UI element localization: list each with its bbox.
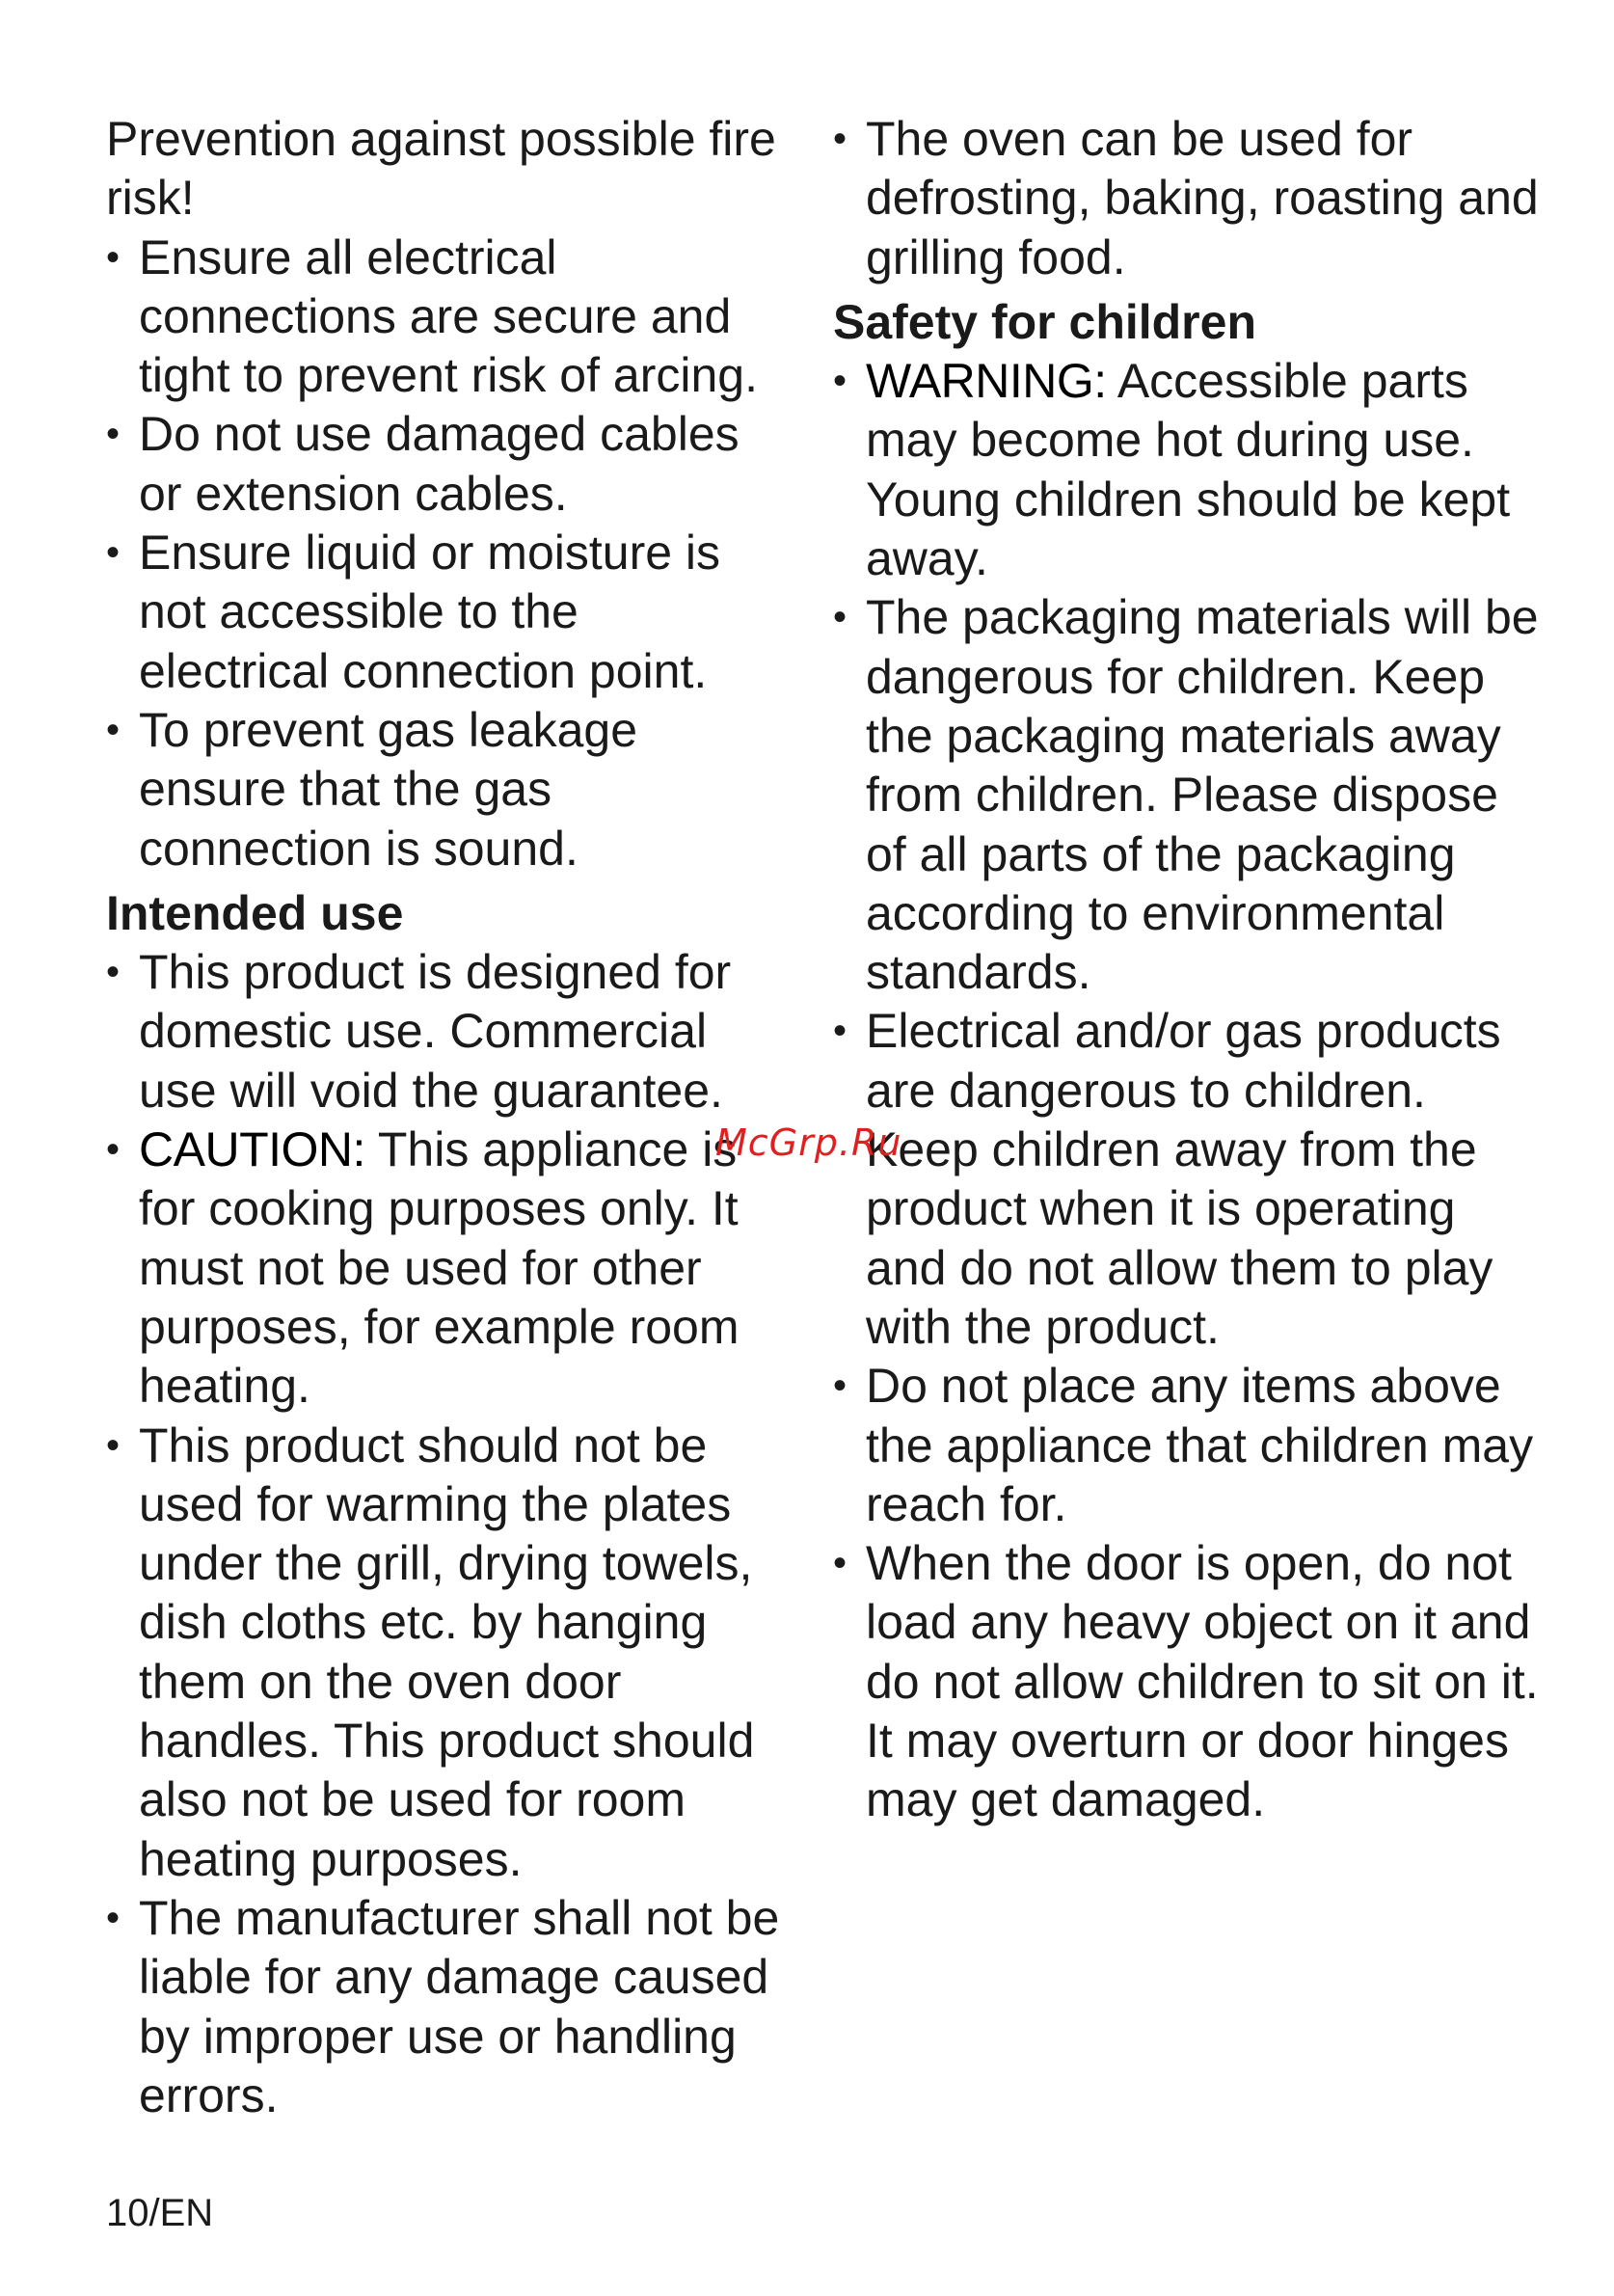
fire-risk-list xyxy=(106,229,781,878)
oven-use-list xyxy=(833,110,1547,287)
list-item-text: This appliance is for cooking purposes only. It must not be used for other purposes, for example room heating. xyxy=(139,1122,740,1414)
list-item-text: Accessible parts may become hot during use. Young children should be kept away. xyxy=(866,354,1511,586)
list-item: • Do not use damaged cables or extension cables. xyxy=(106,405,781,524)
right-column xyxy=(833,110,1547,1830)
list-item xyxy=(106,1121,781,1416)
safety-children-heading: Safety for children xyxy=(833,294,1256,349)
intended-use-list xyxy=(106,943,781,2125)
list-item xyxy=(833,1534,1547,1829)
list-item: • To prevent gas leakage ensure that the gas connection is sound. xyxy=(106,701,781,878)
list-item-text: When the door is open, do not load any heavy object on it and do not allow children to sit on it. It may overturn or door hinges may get damaged. xyxy=(866,1536,1539,1827)
warning-label: WARNING: xyxy=(866,354,1107,409)
list-item xyxy=(833,352,1547,588)
list-item-text: The packaging materials will be dangerous for children. Keep the packaging materials away from children. Please dispose of all parts of the packaging according to environmental standards. xyxy=(866,590,1539,1000)
list-item xyxy=(106,943,781,1121)
list-item: • Ensure liquid or moisture is not accessible to the electrical connection point. xyxy=(106,524,781,701)
list-item xyxy=(833,588,1547,1002)
list-item-text: This product should not be used for warming the plates under the grill, drying towels, dish cloths etc. by hanging them on the oven door handles. This product should also not be used for room heating purposes. xyxy=(139,1418,755,1886)
caution-label: CAUTION: xyxy=(139,1122,365,1177)
list-item-text: This product is designed for domestic use. Commercial use will void the guarantee. xyxy=(139,945,732,1118)
intended-use-heading: Intended use xyxy=(106,885,404,940)
list-item xyxy=(106,1417,781,1889)
list-item: • The oven can be used for defrosting, baking, roasting and grilling food. xyxy=(833,110,1547,287)
list-item: • Ensure all electrical connections are secure and tight to prevent risk of arcing. xyxy=(106,229,781,406)
page-number: 10/EN xyxy=(106,2192,214,2234)
list-item-text: The manufacturer shall not be liable for any damage caused by improper use or handling errors. xyxy=(139,1890,780,2122)
list-item-text: Do not place any items above the appliance that children may reach for. xyxy=(866,1359,1534,1531)
fire-risk-intro: Prevention against possible fire risk! xyxy=(106,112,776,226)
watermark: McGrp.Ru xyxy=(715,1121,902,1164)
list-item-text: Electrical and/or gas products are dangerous to children. Keep children away from the product when it is operating and do not allow them to play with the product. xyxy=(866,1004,1501,1354)
left-column xyxy=(106,110,781,2125)
list-item xyxy=(833,1002,1547,1357)
list-item xyxy=(833,1357,1547,1534)
list-item xyxy=(106,1889,781,2125)
safety-children-list xyxy=(833,352,1547,1829)
